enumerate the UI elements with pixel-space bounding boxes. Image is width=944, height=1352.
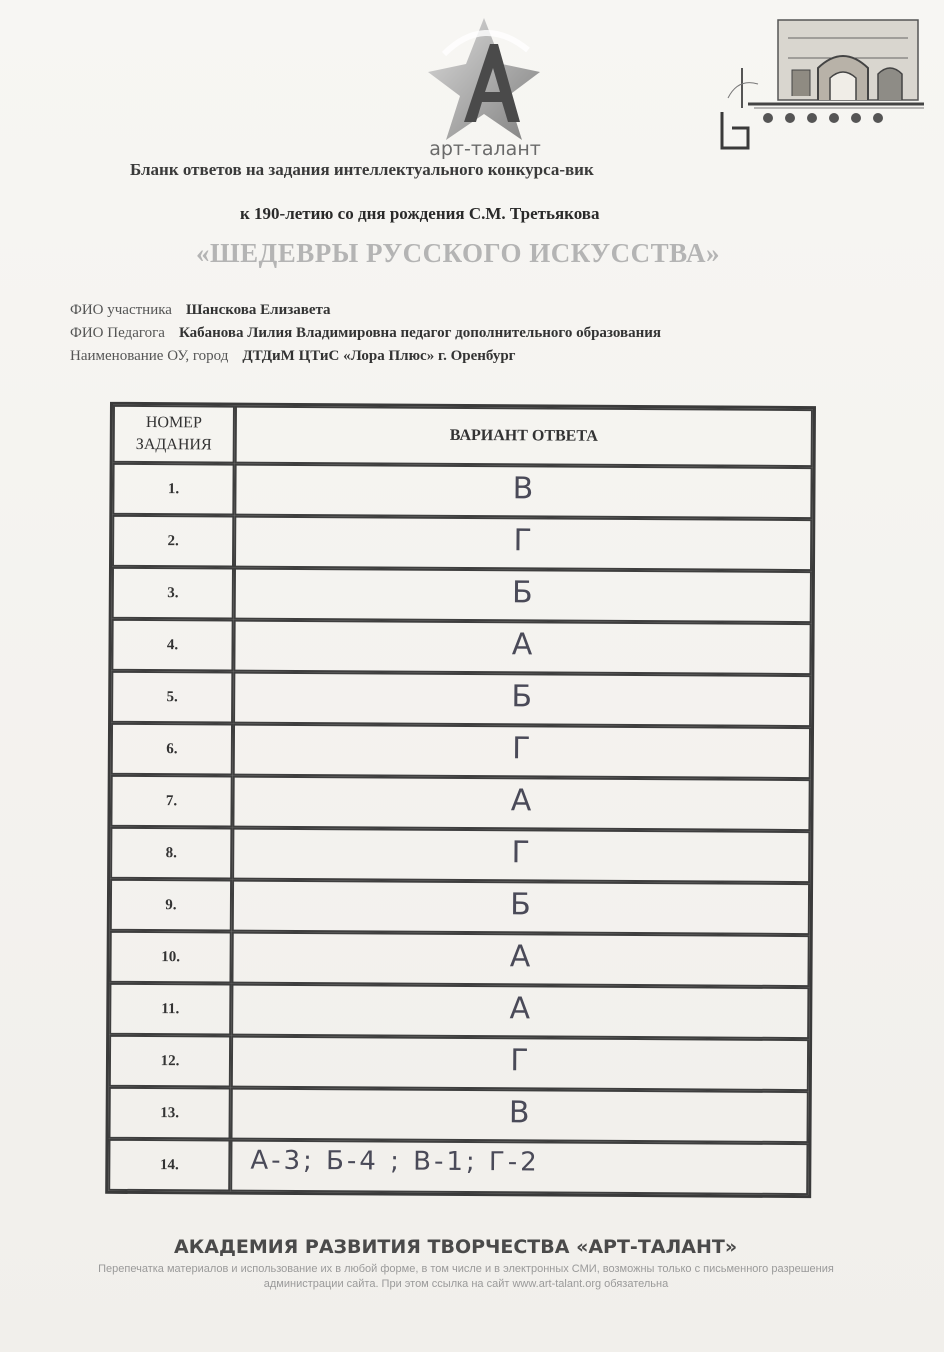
answer-cell[interactable] (234, 568, 812, 624)
answer-cell[interactable] (231, 984, 809, 1040)
task-number: 8. (110, 827, 232, 880)
handwritten-answer: А (509, 991, 532, 1027)
table-row (112, 463, 812, 519)
table-row (112, 567, 812, 623)
participant-field (70, 302, 331, 319)
handwritten-answer: Г (510, 1043, 530, 1079)
task-number: 4. (111, 619, 233, 672)
answer-cell[interactable] (232, 776, 810, 832)
task-number: 7. (110, 775, 232, 828)
table-row (109, 983, 809, 1039)
handwritten-answer: Г (513, 523, 533, 559)
task-number: 3. (112, 567, 234, 620)
task-number-header (113, 405, 235, 464)
answer-cell[interactable] (234, 464, 812, 520)
handwritten-answer: Г (512, 731, 532, 767)
answers-table-wrapper (105, 402, 826, 1226)
task-number: 5. (111, 671, 233, 724)
answer-cell[interactable] (233, 724, 811, 780)
star-a-logo-icon (424, 14, 544, 154)
table-row (109, 1035, 809, 1091)
table-row (111, 671, 811, 727)
task-number: 9. (110, 879, 232, 932)
organization-label: Наименование ОУ, город (70, 348, 229, 364)
participant-value: Шанскова Елизавета (185, 302, 331, 318)
gallery-building-illustration (718, 8, 930, 150)
answer-cell[interactable] (233, 672, 811, 728)
answer-cell[interactable] (230, 1140, 808, 1196)
form-title: Бланк ответов на задания интеллектуального конкурса-вик (130, 160, 594, 179)
handwritten-answer: Б (511, 679, 534, 715)
table-row (110, 775, 810, 831)
teacher-value: Кабанова Лилия Владимировна педагог дополнительного образования (178, 325, 661, 341)
answer-cell[interactable] (234, 516, 812, 572)
table-row (109, 1087, 809, 1143)
answer-cell[interactable] (233, 620, 811, 676)
table-row (112, 515, 812, 571)
handwritten-answer: В (508, 1095, 531, 1131)
handwritten-answer: А (510, 783, 533, 819)
task-number: 1. (112, 463, 234, 516)
task-number: 10. (109, 931, 231, 984)
teacher-label: ФИО Педагога (70, 325, 165, 341)
table-row (111, 723, 811, 779)
handwritten-answer: Б (511, 575, 534, 611)
handwritten-answer: Г (511, 835, 532, 871)
table-row (109, 931, 809, 987)
form-subtitle: к 190-летию со дня рождения С.М. Третьякова (240, 204, 600, 223)
participant-label: ФИО участника (70, 302, 172, 318)
table-row (110, 879, 810, 935)
organization-field (70, 348, 515, 365)
table-row (111, 619, 811, 675)
task-number-header-line2: ЗАДАНИЯ (135, 435, 212, 454)
handwritten-answer: А (511, 627, 534, 663)
teacher-field (70, 325, 661, 342)
answer-cell[interactable] (231, 1088, 809, 1144)
task-number: 2. (112, 515, 234, 568)
logo-text: арт-талант (429, 138, 541, 160)
task-number: 12. (109, 1035, 231, 1088)
table-row (110, 827, 810, 883)
answers-table (105, 402, 816, 1198)
task-number: 14. (108, 1139, 230, 1192)
task-number: 11. (109, 983, 231, 1036)
answer-cell[interactable] (231, 932, 809, 988)
answer-header: ВАРИАНТ ОТВЕТА (235, 406, 813, 468)
contest-name: «ШЕДЕВРЫ РУССКОГО ИСКУССТВА» (196, 238, 720, 268)
handwritten-answer: Б (510, 887, 532, 923)
organization-value: ДТДиМ ЦТиС «Лора Плюс» г. Оренбург (242, 348, 516, 364)
handwritten-answer: А-3; Б-4 ; В-1; Г-2 (250, 1145, 540, 1178)
handwritten-answer: А (509, 939, 532, 975)
footer-organization: АКАДЕМИЯ РАЗВИТИЯ ТВОРЧЕСТВА «АРТ-ТАЛАНТ» (174, 1236, 738, 1258)
task-number: 13. (109, 1087, 231, 1140)
task-number-header-line1: НОМЕР (145, 414, 202, 432)
answer-cell[interactable] (232, 880, 810, 936)
handwritten-answer: В (512, 471, 535, 507)
answer-cell[interactable] (231, 1036, 809, 1092)
table-row (108, 1139, 808, 1195)
answer-cell[interactable] (232, 828, 810, 884)
footer-copyright-note: Перепечатка материалов и использование их в любой форме, в том числе и в электронных СМИ, возможны только с письменного разрешения администрации сайта. При этом ссылка на сайт www.art-talant.org обязательна (98, 1263, 834, 1290)
table-header-row (113, 405, 813, 467)
task-number: 6. (111, 723, 233, 776)
